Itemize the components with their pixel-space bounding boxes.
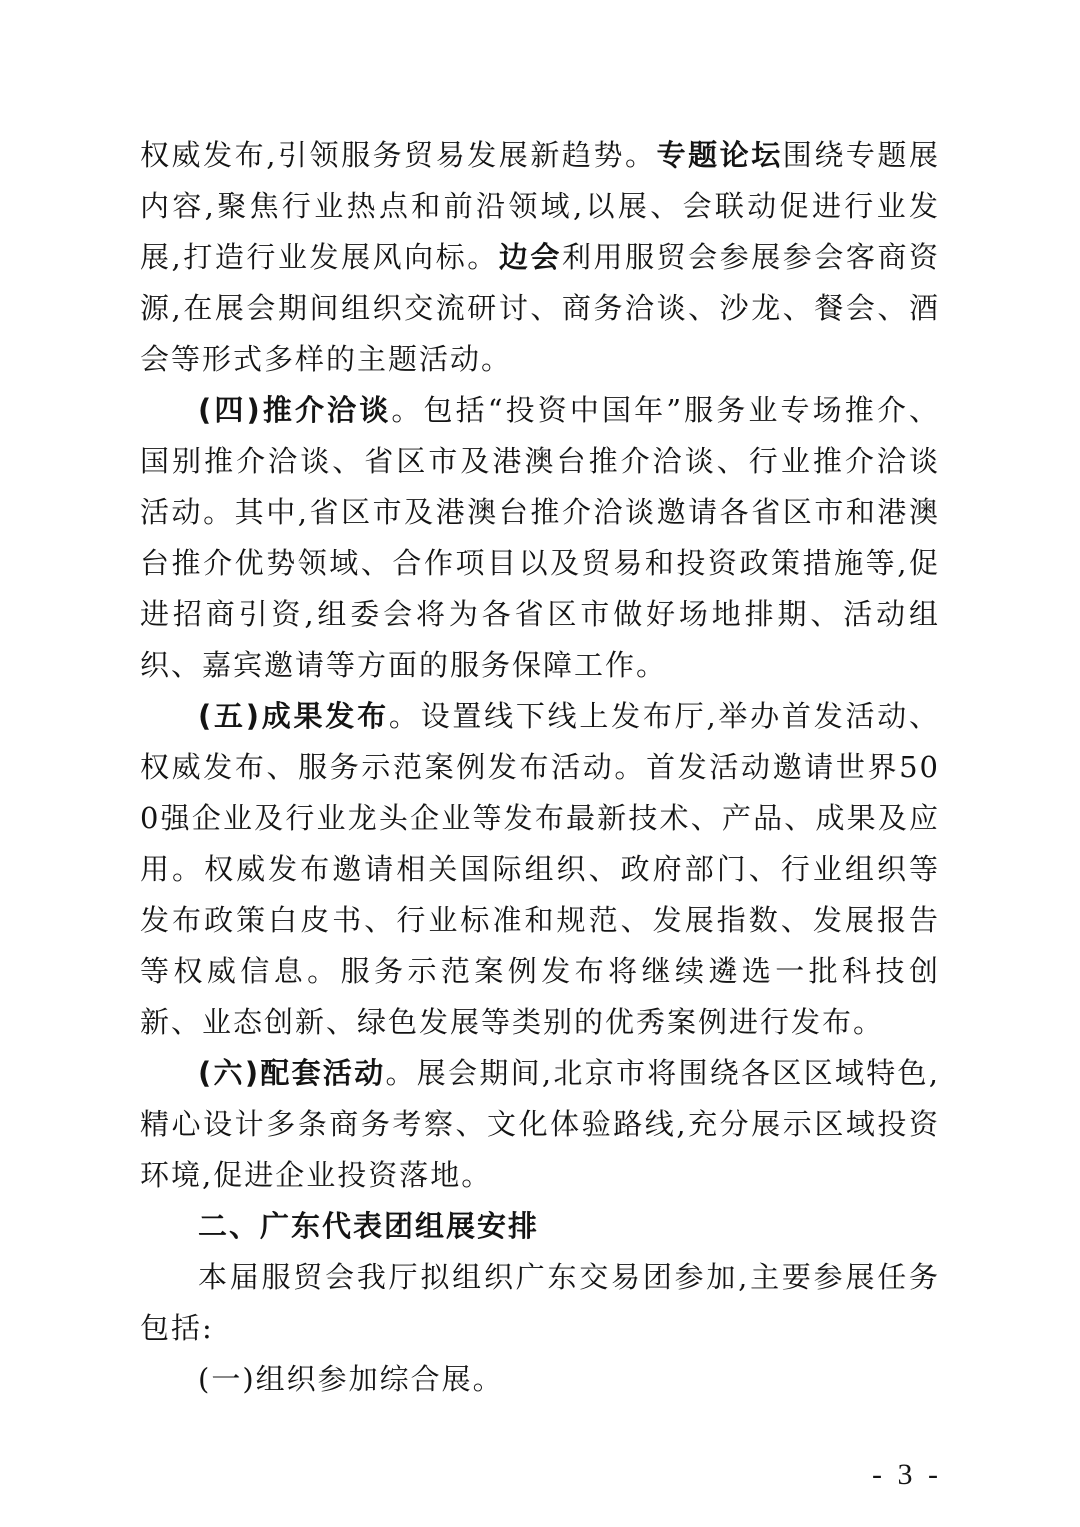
document-body [140,130,940,1405]
section-heading-supporting: (六)配套活动 [198,1056,386,1090]
paragraph-text: 。设置线下线上发布厅,举办首发活动、权威发布、服务示范案例发布活动。首发活动邀请世界500强企业及行业龙头企业等发布最新技术、产品、成果及应用。权威发布邀请相关国际组织、政府部门、行业组织等发布政策白皮书、行业标准和规范、发展指数、发展报告等权威信息。服务示范案例发布将继续遴选一批科技创新、业态创新、绿色发展等类别的优秀案例进行发布。 [140,699,940,1039]
paragraph-text: (一)组织参加综合展。 [198,1362,504,1396]
paragraph-text: 权威发布,引领服务贸易发展新趋势。 [140,138,657,172]
section-heading-promotion: (四)推介洽谈 [198,393,392,427]
paragraph-text: 本届服贸会我厅拟组织广东交易团参加,主要参展任务包括: [140,1260,940,1345]
section-title-text: 二、广东代表团组展安排 [198,1209,540,1243]
paragraph-delegation-intro [140,1252,940,1354]
section-title-guangdong-delegation [140,1201,940,1252]
paragraph-comprehensive-exhibition [140,1354,940,1405]
paragraph-text: 。展会期间,北京市将围绕各区区域特色,精心设计多条商务考察、文化体验路线,充分展示区域投资环境,促进企业投资落地。 [140,1056,940,1192]
paragraph-text: 。包括“投资中国年”服务业专场推介、国别推介洽谈、省区市及港澳台推介洽谈、行业推介洽谈活动。其中,省区市及港澳台推介洽谈邀请各省区市和港澳台推介优势领域、合作项目以及贸易和投资政策措施等,促进招商引资,组委会将为各省区市做好场地排期、活动组织、嘉宾邀请等方面的服务保障工作。 [140,393,940,682]
page-number: - 3 - [872,1458,942,1491]
paragraph-promotion-negotiation [140,385,940,691]
paragraph-text: 围绕专题展内容,聚焦行业热点和前沿领域,以展、会联动促进行业发展,打造行业发展风向标。 [140,138,940,274]
paragraph-supporting-activities [140,1048,940,1201]
section-heading-release: (五)成果发布 [198,699,389,733]
paragraph-forum-and-side-events [140,130,940,385]
paragraph-text: 利用服贸会参展参会客商资源,在展会期间组织交流研讨、商务洽谈、沙龙、餐会、酒会等形式多样的主题活动。 [140,240,940,376]
keyword-side-events: 边会 [498,240,562,274]
paragraph-achievement-release [140,691,940,1048]
keyword-special-forum: 专题论坛 [656,138,783,172]
